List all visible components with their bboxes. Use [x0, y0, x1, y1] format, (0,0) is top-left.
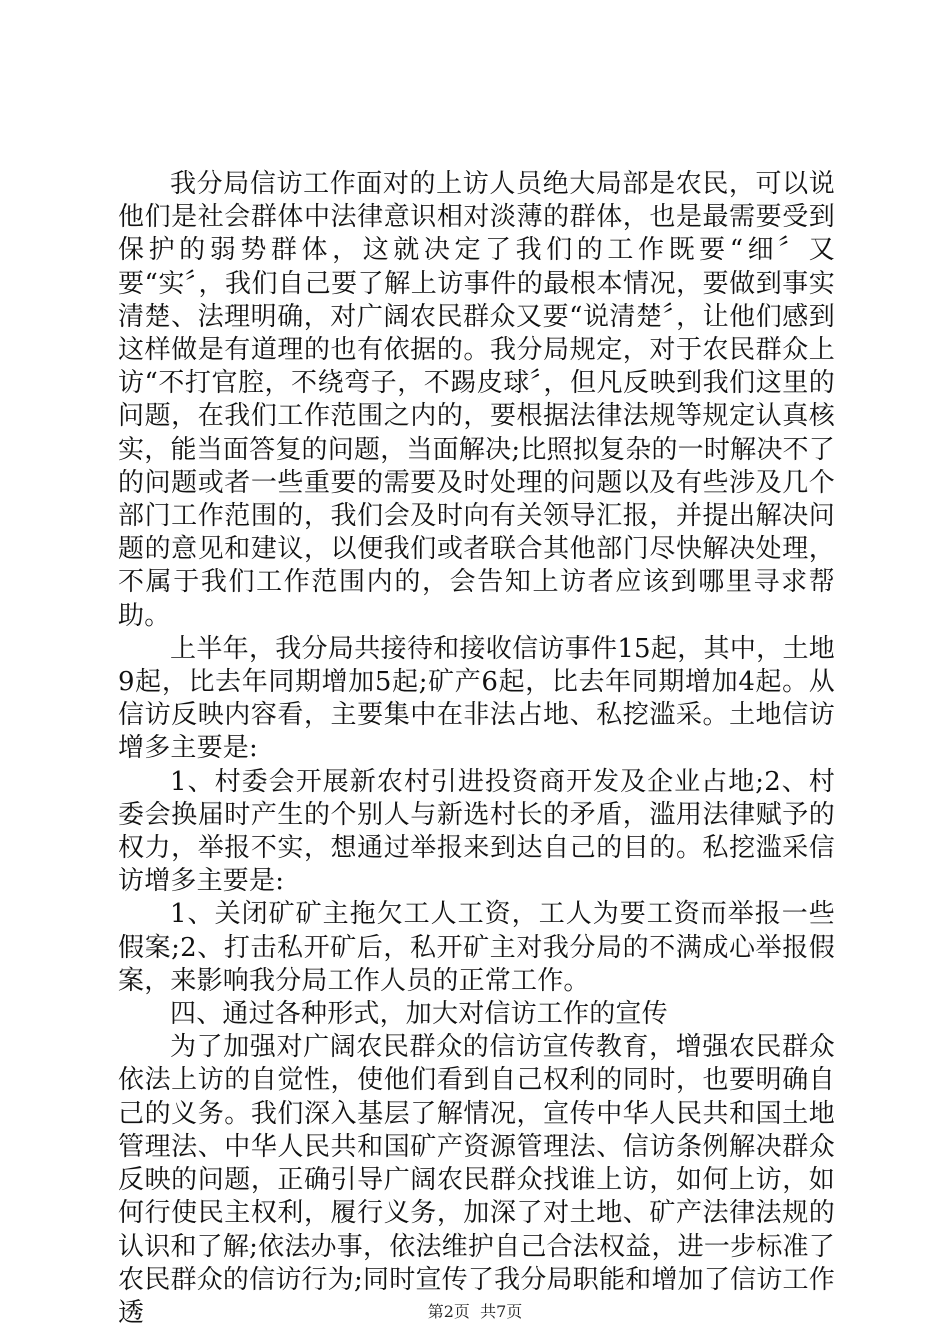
paragraph-petitioners-overview: 我分局信访工作面对的上访人员绝大局部是农民，可以说他们是社会群体中法律意识相对淡薄的群体，也是最需要受到保护的弱势群体，这就决定了我们的工作既要“细〞又要“实〞，我们自己要了解上访事件的最根本情况，要做到事实清楚、法理明确，对广阔农民群众又要“说清楚〞，让他们感到这样做是有道理的也有依据的。我分局规定，对于农民群众上访“不打官腔，不绕弯子，不踢皮球〞，但凡反映到我们这里的问题，在我们工作范围之内的，要根据法律法规等规定认真核实，能当面答复的问题，当面解决;比照拟复杂的一时解决不了的问题或者一些重要的需要及时处理的问题以及有些涉及几个部门工作范围的，我们会及时向有关领导汇报，并提出解决问题的意见和建议，以便我们或者联合其他部门尽快解决处理，不属于我们工作范围内的，会告知上访者应该到哪里寻求帮助。	[118, 169, 835, 631]
paragraph-publicity-education: 为了加强对广阔农民群众的信访宣传教育，增强农民群众依法上访的自觉性，使他们看到自己权利的同时，也要明确自己的义务。我们深入基层了解情况，宣传中华人民共和国土地管理法、中华人民共和国矿产资源管理法、信访条例解决群众反映的问题，正确引导广阔农民群众找谁上访，如何上访，如何行使民主权利，履行义务，加深了对土地、矿产法律法规的认识和了解;依法办事，依法维护自己合法权益，进一步标准了农民群众的信访行为;同时宣传了我分局职能和增加了信访工作透	[118, 1032, 835, 1328]
document-body	[118, 168, 835, 1330]
paragraph-land-petition-reasons: 1、村委会开展新农村引进投资商开发及企业占地;2、村委会换届时产生的个别人与新选村长的矛盾，滥用法律赋予的权力，举报不实，想通过举报来到达自己的目的。私挖滥采信访增多主要是:	[118, 766, 835, 897]
section-heading-publicity: 四、通过各种形式，加大对信访工作的宣传	[170, 999, 668, 1030]
page-footer	[0, 1302, 950, 1322]
page-number-label: 第2页 共7页	[427, 1302, 523, 1321]
paragraph-half-year-statistics: 上半年，我分局共接待和接收信访事件15起，其中，土地9起，比去年同期增加5起;矿产6起，比去年同期增加4起。从信访反映内容看，主要集中在非法占地、私挖滥采。土地信访增多主要是:	[118, 633, 835, 764]
paragraph-mining-petition-reasons: 1、关闭矿矿主拖欠工人工资，工人为要工资而举报一些假案;2、打击私开矿后，私开矿主对我分局的不满成心举报假案，来影响我分局工作人员的正常工作。	[118, 899, 835, 996]
